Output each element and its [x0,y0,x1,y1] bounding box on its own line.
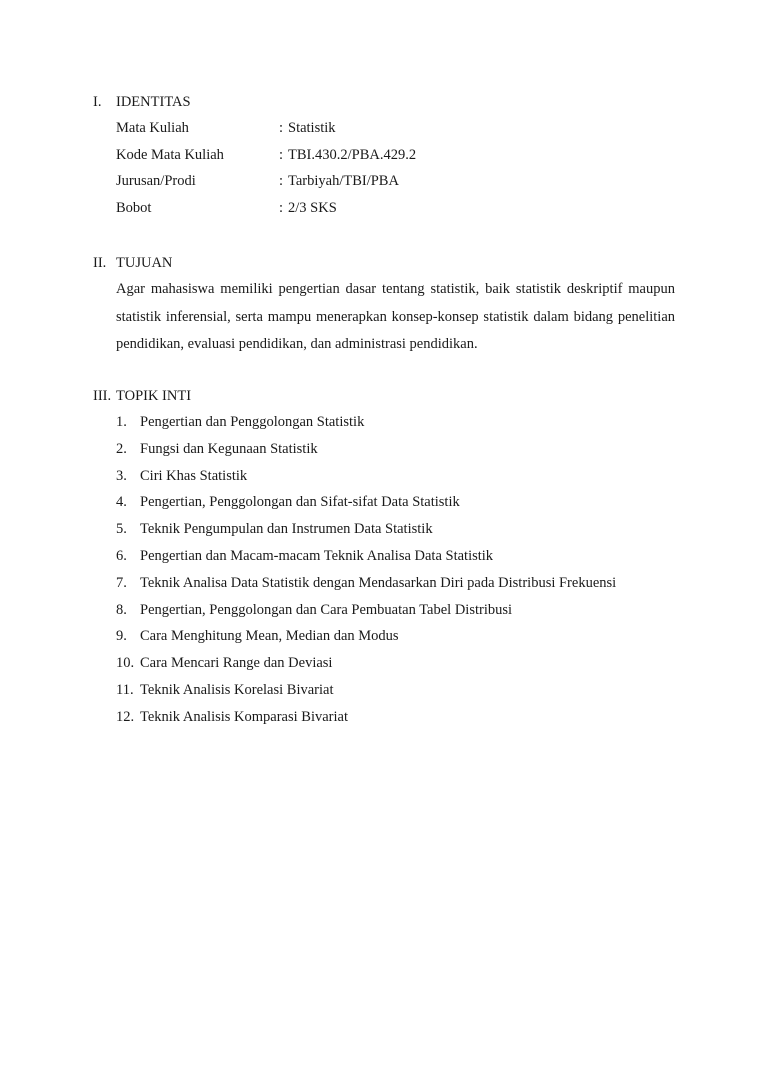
list-item [116,543,683,570]
identity-separator: : [279,200,284,217]
section-tujuan [93,250,683,359]
list-item-text: Pengertian dan Penggolongan Statistik [140,414,365,430]
list-item-text: Cara Menghitung Mean, Median dan Modus [140,628,399,645]
list-item-number: 1. [116,414,127,430]
section-number: III. [93,388,112,404]
list-item-number: 11. [116,681,134,698]
list-item [116,704,683,731]
list-item-text: Teknik Analisis Komparasi Bivariat [140,708,348,725]
list-item [116,623,683,650]
identity-separator: : [279,173,284,190]
list-item-number: 5. [116,521,127,538]
list-item-text: Teknik Analisis Korelasi Bivariat [140,681,334,698]
list-item-text: Teknik Analisa Data Statistik dengan Mendasarkan Diri pada Distribusi Frekuensi [140,574,617,591]
section-heading [93,250,683,276]
identity-label: Bobot [116,200,152,217]
list-item-text: Pengertian, Penggolongan dan Sifat-sifat Data Statistik [140,494,460,511]
list-item [116,436,683,463]
list-item-number: 6. [116,547,127,564]
section-identitas [93,89,683,222]
identity-separator: : [279,146,284,163]
identity-value: TBI.430.2/PBA.429.2 [288,146,417,163]
list-item [116,570,683,597]
list-item-text: Pengertian, Penggolongan dan Cara Pembuatan Tabel Distribusi [140,601,513,618]
identity-separator: : [279,120,284,136]
identity-value: Tarbiyah/TBI/PBA [288,173,399,190]
identity-value: 2/3 SKS [288,200,337,217]
section-title: IDENTITAS [116,94,191,110]
list-item [116,463,683,490]
list-item-number: 4. [116,494,127,511]
objective-paragraph: Agar mahasiswa memiliki pengertian dasar tentang statistik, baik statistik deskriptif maupun statistik inferensial, serta mampu menerapkan konsep-konsep statistik dalam bidang penelitian pendidikan, evaluasi pendidikan, dan administrasi pendidikan. [116,281,675,352]
list-item [116,489,683,516]
list-item [116,409,683,436]
identity-row [116,142,683,169]
section-title: TOPIK INTI [116,388,192,404]
list-item-number: 9. [116,628,127,645]
list-item-number: 12. [116,708,135,725]
list-item-number: 10. [116,655,135,672]
section-number: II. [93,255,107,271]
section-heading [93,383,683,409]
section-heading [93,89,683,115]
list-item-number: 8. [116,601,127,618]
topic-list [116,409,683,731]
section-number: I. [93,94,102,110]
section-topik-inti [93,383,683,731]
identity-row [116,195,683,222]
list-item [116,516,683,543]
list-item [116,597,683,624]
identity-row [116,168,683,195]
section-title: TUJUAN [116,255,173,271]
list-item [116,677,683,704]
identity-label: Jurusan/Prodi [116,173,196,190]
list-item-number: 2. [116,440,127,457]
list-item-text: Teknik Pengumpulan dan Instrumen Data Statistik [140,521,433,538]
list-item-text: Cara Mencari Range dan Deviasi [140,655,333,672]
identity-value: Statistik [288,120,336,136]
identity-label: Kode Mata Kuliah [116,146,224,163]
identity-row [116,115,683,142]
list-item-number: 3. [116,467,127,484]
list-item-text: Pengertian dan Macam-macam Teknik Analisa Data Statistik [140,547,494,564]
list-item-text: Ciri Khas Statistik [140,467,248,484]
list-item [116,650,683,677]
list-item-number: 7. [116,574,127,591]
list-item-text: Fungsi dan Kegunaan Statistik [140,440,318,457]
identity-label: Mata Kuliah [116,120,189,136]
